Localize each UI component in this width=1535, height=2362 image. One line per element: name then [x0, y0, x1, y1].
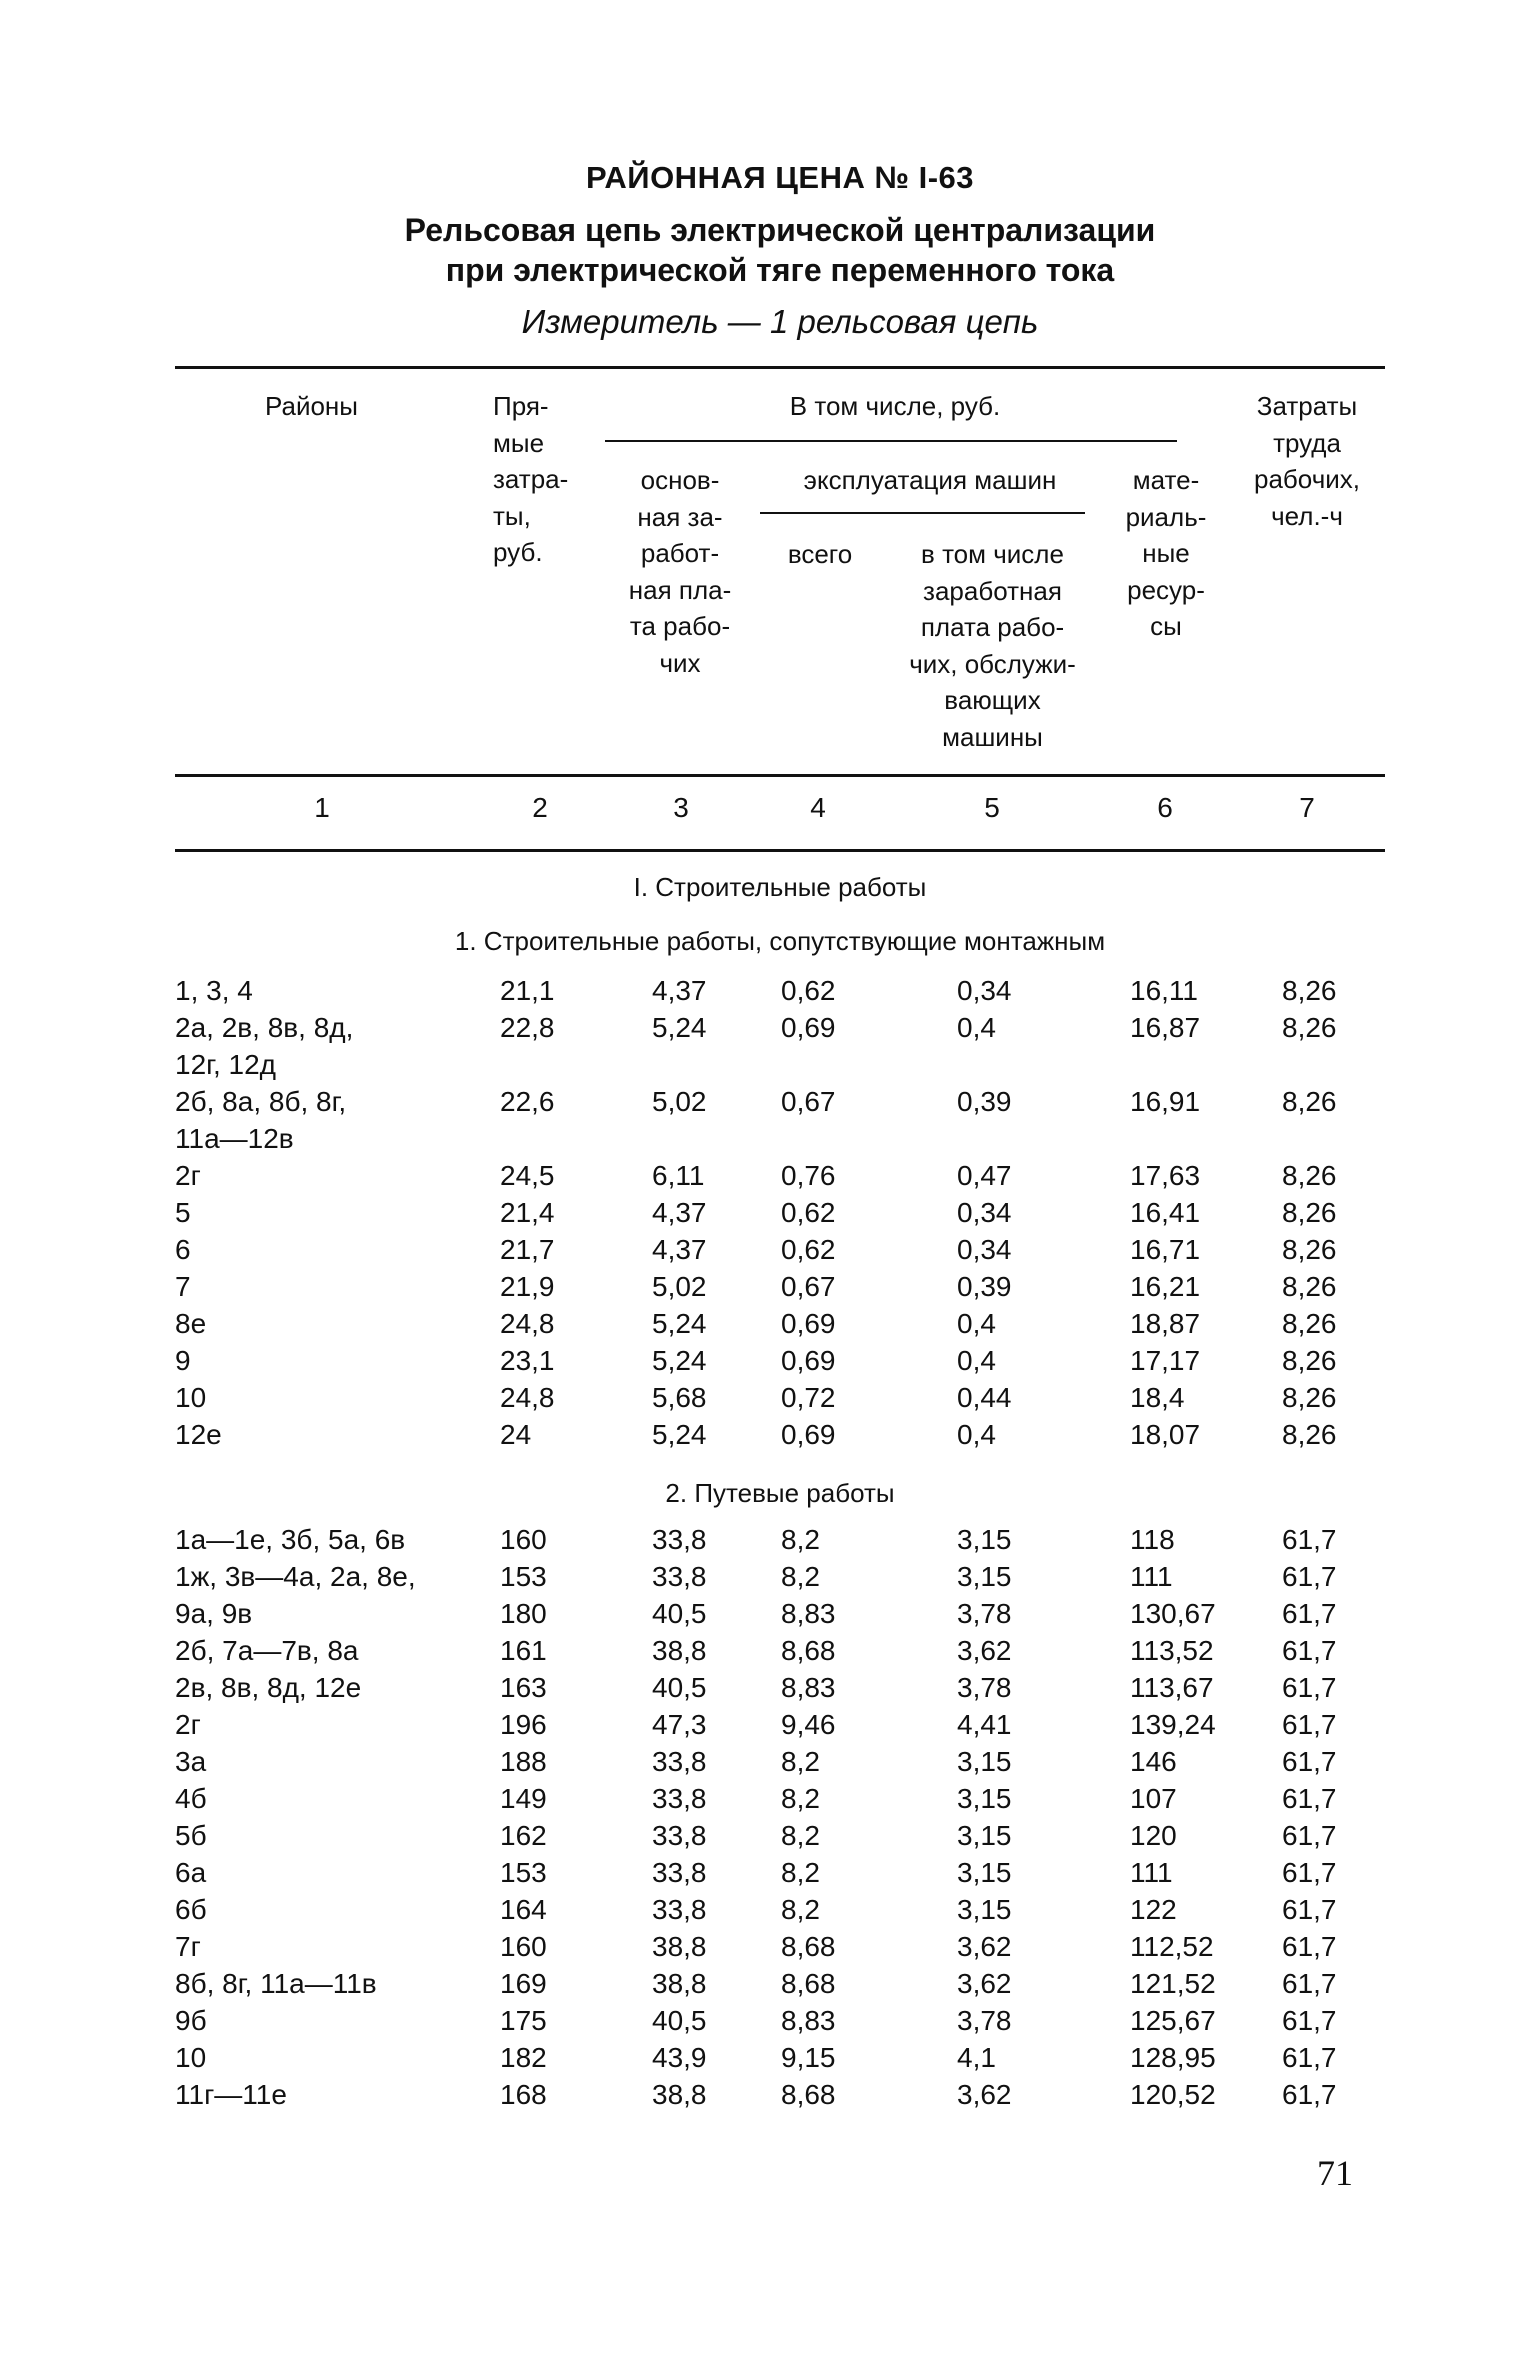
- subtitle-line: Рельсовая цепь электрической централизации: [404, 212, 1156, 248]
- region-line: 8б, 8г, 11а—11в: [175, 1968, 377, 1999]
- cell-materials: 16,91: [1130, 1086, 1201, 1117]
- cell-region: [175, 1416, 222, 1453]
- cell-base-wages: 33,8: [652, 1561, 707, 1592]
- cell-base-wages: 40,5: [652, 1598, 707, 1629]
- cell-region: [175, 1342, 191, 1379]
- cell-labor: 61,7: [1282, 1746, 1337, 1777]
- cell-materials: 120: [1130, 1820, 1177, 1851]
- cell-labor: 8,26: [1282, 1086, 1337, 1117]
- cell-machine-wages: 3,15: [957, 1561, 1012, 1592]
- region-line: 11а—12в: [175, 1123, 294, 1154]
- cell-labor: 8,26: [1282, 1012, 1337, 1043]
- cell-machine-total: 8,68: [781, 2079, 836, 2110]
- cell-machine-total: 8,2: [781, 1746, 820, 1777]
- cell-machine-total: 8,2: [781, 1894, 820, 1925]
- cell-materials: 18,07: [1130, 1419, 1201, 1450]
- cell-labor: 61,7: [1282, 2005, 1337, 2036]
- cell-base-wages: 47,3: [652, 1709, 707, 1740]
- cell-region: [175, 2076, 287, 2113]
- cell-labor: 61,7: [1282, 1894, 1337, 1925]
- cell-direct-costs: 149: [500, 1783, 547, 1814]
- table-row: [0, 1669, 1535, 1706]
- table-row: [0, 1558, 1535, 1595]
- header-bottom-rule: [175, 774, 1385, 777]
- cell-region: [175, 1632, 358, 1669]
- cell-machine-wages: 0,44: [957, 1382, 1012, 1413]
- cell-base-wages: 5,68: [652, 1382, 707, 1413]
- cell-machine-wages: 3,15: [957, 1746, 1012, 1777]
- price-subtitle: [175, 210, 1385, 290]
- cell-machine-total: 0,62: [781, 1234, 836, 1265]
- page-number: 71: [1317, 2153, 1353, 2193]
- cell-machine-total: 0,62: [781, 975, 836, 1006]
- cell-machine-wages: 3,78: [957, 1598, 1012, 1629]
- cell-base-wages: 33,8: [652, 1857, 707, 1888]
- table-row: [0, 2039, 1535, 2076]
- cell-direct-costs: 21,4: [500, 1197, 555, 1228]
- cell-region: [175, 1521, 405, 1558]
- cell-labor: 61,7: [1282, 1783, 1337, 1814]
- region-line: 9: [175, 1345, 191, 1376]
- cell-region: [175, 1854, 206, 1891]
- cell-machine-wages: 3,78: [957, 2005, 1012, 2036]
- cell-materials: 16,87: [1130, 1012, 1201, 1043]
- cell-machine-wages: 0,34: [957, 1234, 1012, 1265]
- cell-machine-wages: 0,47: [957, 1160, 1012, 1191]
- cell-direct-costs: 164: [500, 1894, 547, 1925]
- cell-labor: 61,7: [1282, 1857, 1337, 1888]
- cell-machine-total: 8,2: [781, 1783, 820, 1814]
- cell-labor: 61,7: [1282, 1968, 1337, 1999]
- cell-base-wages: 4,37: [652, 1234, 707, 1265]
- cell-machine-wages: 3,78: [957, 1672, 1012, 1703]
- cell-region: [175, 1743, 206, 1780]
- cell-machine-wages: 0,39: [957, 1271, 1012, 1302]
- cell-direct-costs: 188: [500, 1746, 547, 1777]
- table-row: [0, 1706, 1535, 1743]
- cell-labor: 61,7: [1282, 1820, 1337, 1851]
- region-line: 1ж, 3в—4а, 2а, 8е,: [175, 1561, 416, 1592]
- subsection-heading-accompanying: 1. Строительные работы, сопутствующие монтажным: [454, 926, 1106, 956]
- cell-base-wages: 5,24: [652, 1012, 707, 1043]
- cell-labor: 61,7: [1282, 1709, 1337, 1740]
- cell-region: [175, 1595, 252, 1632]
- price-title: РАЙОННАЯ ЦЕНА № I-63: [585, 160, 975, 195]
- table-row: [0, 2002, 1535, 2039]
- table-row: [0, 1595, 1535, 1632]
- region-line: 3а: [175, 1746, 207, 1777]
- region-line: 2б, 7а—7в, 8а: [175, 1635, 359, 1666]
- cell-machine-total: 8,68: [781, 1635, 836, 1666]
- cell-base-wages: 4,37: [652, 975, 707, 1006]
- table-row: [0, 1743, 1535, 1780]
- cell-base-wages: 43,9: [652, 2042, 707, 2073]
- cell-machine-total: 8,83: [781, 1672, 836, 1703]
- cell-machine-wages: 4,41: [957, 1709, 1012, 1740]
- cell-machine-wages: 3,62: [957, 1635, 1012, 1666]
- cell-region: [175, 1157, 201, 1194]
- table-row: [0, 1965, 1535, 2002]
- cell-labor: 61,7: [1282, 2079, 1337, 2110]
- cell-machine-wages: 0,4: [957, 1012, 996, 1043]
- region-line: 5б: [175, 1820, 207, 1851]
- cell-region: [175, 1558, 416, 1595]
- cell-base-wages: 5,24: [652, 1419, 707, 1450]
- cell-machine-total: 0,69: [781, 1345, 836, 1376]
- cell-base-wages: 5,24: [652, 1345, 707, 1376]
- table-row: [0, 1342, 1535, 1379]
- cell-labor: 8,26: [1282, 1160, 1337, 1191]
- cell-machine-wages: 3,15: [957, 1783, 1012, 1814]
- cell-machine-total: 8,2: [781, 1561, 820, 1592]
- cell-machine-total: 8,2: [781, 1524, 820, 1555]
- table-row: [0, 1817, 1535, 1854]
- cell-labor: 61,7: [1282, 1524, 1337, 1555]
- measure-unit: Измеритель — 1 рельсовая цепь: [521, 303, 1039, 340]
- cell-base-wages: 40,5: [652, 2005, 707, 2036]
- table-top-rule: [175, 366, 1385, 369]
- cell-labor: 8,26: [1282, 1382, 1337, 1413]
- cell-base-wages: 33,8: [652, 1746, 707, 1777]
- cell-materials: 128,95: [1130, 2042, 1216, 2073]
- cell-direct-costs: 24,8: [500, 1308, 555, 1339]
- cell-machine-wages: 0,4: [957, 1345, 996, 1376]
- cell-materials: 121,52: [1130, 1968, 1216, 1999]
- column-number: 6: [1157, 792, 1173, 823]
- header-col-machine-wages: в том числе заработная плата рабо- чих, обслужи- вающих машины: [909, 539, 1076, 752]
- cell-region: [175, 2039, 206, 2076]
- cell-materials: 18,4: [1130, 1382, 1185, 1413]
- cell-direct-costs: 182: [500, 2042, 547, 2073]
- cell-direct-costs: 169: [500, 1968, 547, 1999]
- cell-labor: 61,7: [1282, 1672, 1337, 1703]
- cell-labor: 61,7: [1282, 1635, 1337, 1666]
- cell-machine-total: 0,76: [781, 1160, 836, 1191]
- column-number: 4: [810, 792, 826, 823]
- cell-base-wages: 38,8: [652, 1968, 707, 1999]
- column-number: 2: [532, 792, 548, 823]
- cell-base-wages: 38,8: [652, 1635, 707, 1666]
- table-row: [0, 1231, 1535, 1268]
- region-line: 1, 3, 4: [175, 975, 253, 1006]
- cell-labor: 8,26: [1282, 1234, 1337, 1265]
- region-line: 2г: [175, 1160, 201, 1191]
- header-exploitation-rule: [760, 512, 1085, 514]
- cell-materials: 139,24: [1130, 1709, 1216, 1740]
- cell-materials: 125,67: [1130, 2005, 1216, 2036]
- cell-machine-wages: 0,4: [957, 1308, 996, 1339]
- cell-machine-wages: 0,39: [957, 1086, 1012, 1117]
- cell-direct-costs: 22,6: [500, 1086, 555, 1117]
- cell-direct-costs: 196: [500, 1709, 547, 1740]
- cell-region: [175, 1928, 201, 1965]
- cell-machine-total: 0,62: [781, 1197, 836, 1228]
- cell-region: [175, 972, 253, 1009]
- cell-materials: 113,67: [1130, 1672, 1214, 1703]
- cell-machine-wages: 3,15: [957, 1857, 1012, 1888]
- cell-materials: 146: [1130, 1746, 1177, 1777]
- cell-base-wages: 40,5: [652, 1672, 707, 1703]
- table-row: [0, 1854, 1535, 1891]
- cell-direct-costs: 24: [500, 1419, 532, 1450]
- table-row: [0, 1780, 1535, 1817]
- region-line: 7г: [175, 1931, 201, 1962]
- cell-direct-costs: 22,8: [500, 1012, 555, 1043]
- table-row: [0, 2076, 1535, 2113]
- cell-materials: 111: [1130, 1857, 1173, 1888]
- cell-region: [175, 1305, 206, 1342]
- cell-region: [175, 1194, 191, 1231]
- header-col-total: всего: [787, 539, 853, 569]
- cell-machine-total: 8,83: [781, 2005, 836, 2036]
- cell-machine-total: 0,67: [781, 1271, 836, 1302]
- cell-materials: 16,41: [1130, 1197, 1201, 1228]
- region-line: 1а—1е, 3б, 5а, 6в: [175, 1524, 406, 1555]
- table-row: [0, 1416, 1535, 1453]
- cell-machine-total: 8,2: [781, 1857, 820, 1888]
- cell-materials: 107: [1130, 1783, 1177, 1814]
- cell-materials: 16,11: [1130, 975, 1198, 1006]
- header-col-regions: Районы: [265, 391, 358, 421]
- cell-labor: 61,7: [1282, 1561, 1337, 1592]
- table-row: [0, 1521, 1535, 1558]
- cell-materials: 18,87: [1130, 1308, 1201, 1339]
- cell-materials: 17,63: [1130, 1160, 1201, 1191]
- subtitle-line: при электрической тяге переменного тока: [445, 252, 1115, 288]
- region-line: 12е: [175, 1419, 222, 1450]
- cell-labor: 8,26: [1282, 1345, 1337, 1376]
- region-line: 4б: [175, 1783, 207, 1814]
- cell-direct-costs: 21,1: [500, 975, 555, 1006]
- table-row: [0, 1632, 1535, 1669]
- cell-labor: 8,26: [1282, 1197, 1337, 1228]
- region-line: 10: [175, 2042, 207, 2073]
- table-row: [0, 1379, 1535, 1416]
- region-line: 2а, 2в, 8в, 8д,: [175, 1012, 354, 1043]
- cell-base-wages: 5,02: [652, 1086, 707, 1117]
- cell-region: [175, 1706, 201, 1743]
- cell-labor: 8,26: [1282, 1419, 1337, 1450]
- cell-base-wages: 38,8: [652, 2079, 707, 2110]
- cell-direct-costs: 168: [500, 2079, 547, 2110]
- region-line: 2г: [175, 1709, 201, 1740]
- cell-materials: 111: [1130, 1561, 1173, 1592]
- cell-labor: 61,7: [1282, 1598, 1337, 1629]
- region-line: 6а: [175, 1857, 207, 1888]
- cell-materials: 112,52: [1130, 1931, 1214, 1962]
- cell-base-wages: 5,24: [652, 1308, 707, 1339]
- region-line: 6: [175, 1234, 191, 1265]
- cell-machine-wages: 0,34: [957, 975, 1012, 1006]
- cell-base-wages: 6,11: [652, 1160, 705, 1191]
- table-row: [0, 1305, 1535, 1342]
- cell-base-wages: 4,37: [652, 1197, 707, 1228]
- cell-labor: 8,26: [1282, 1308, 1337, 1339]
- cell-machine-total: 0,72: [781, 1382, 836, 1413]
- cell-region: [175, 1268, 191, 1305]
- cell-direct-costs: 161: [500, 1635, 547, 1666]
- table-row: [0, 1928, 1535, 1965]
- cell-machine-total: 0,67: [781, 1086, 836, 1117]
- cell-direct-costs: 163: [500, 1672, 547, 1703]
- cell-machine-total: 0,69: [781, 1419, 836, 1450]
- cell-machine-wages: 3,15: [957, 1820, 1012, 1851]
- cell-machine-wages: 0,4: [957, 1419, 996, 1450]
- cell-machine-wages: 3,62: [957, 1968, 1012, 1999]
- region-line: 6б: [175, 1894, 207, 1925]
- cell-labor: 8,26: [1282, 975, 1337, 1006]
- region-line: 5: [175, 1197, 191, 1228]
- table-row: [0, 1268, 1535, 1305]
- subsection-heading-track-works: 2. Путевые работы: [665, 1478, 895, 1508]
- cell-region: [175, 1891, 207, 1928]
- cell-direct-costs: 160: [500, 1524, 547, 1555]
- cell-machine-total: 0,69: [781, 1308, 836, 1339]
- cell-region: [175, 2002, 207, 2039]
- cell-direct-costs: 24,8: [500, 1382, 555, 1413]
- cell-base-wages: 5,02: [652, 1271, 707, 1302]
- region-line: 7: [175, 1271, 191, 1302]
- cell-materials: 16,21: [1130, 1271, 1201, 1302]
- cell-materials: 122: [1130, 1894, 1177, 1925]
- cell-materials: 113,52: [1130, 1635, 1214, 1666]
- cell-direct-costs: 21,9: [500, 1271, 555, 1302]
- cell-region: [175, 1817, 207, 1854]
- cell-region: [175, 1379, 206, 1416]
- table-row: [0, 1009, 1535, 1080]
- cell-direct-costs: 162: [500, 1820, 547, 1851]
- cell-machine-total: 8,68: [781, 1931, 836, 1962]
- cell-machine-wages: 3,62: [957, 1931, 1012, 1962]
- cell-direct-costs: 153: [500, 1857, 547, 1888]
- cell-machine-total: 8,2: [781, 1820, 820, 1851]
- cell-machine-wages: 3,15: [957, 1894, 1012, 1925]
- cell-base-wages: 38,8: [652, 1931, 707, 1962]
- cell-labor: 61,7: [1282, 1931, 1337, 1962]
- table-row: [0, 1891, 1535, 1928]
- cell-region: [175, 1669, 361, 1706]
- table-row: [0, 1194, 1535, 1231]
- cell-labor: 8,26: [1282, 1271, 1337, 1302]
- cell-region: [175, 1231, 191, 1268]
- region-line: 9б: [175, 2005, 207, 2036]
- cell-materials: 16,71: [1130, 1234, 1201, 1265]
- header-col-labor: Затраты труда рабочих, чел.-ч: [1254, 391, 1360, 531]
- cell-machine-total: 8,83: [781, 1598, 836, 1629]
- region-line: 11г—11е: [175, 2079, 287, 2110]
- region-line: 12г, 12д: [175, 1049, 276, 1080]
- header-col-base-wages: основ- ная за- работ- ная пла- та рабо- чих: [628, 465, 732, 678]
- cell-machine-total: 0,69: [781, 1012, 836, 1043]
- cell-base-wages: 33,8: [652, 1783, 707, 1814]
- cell-materials: 120,52: [1130, 2079, 1216, 2110]
- region-line: 9а, 9в: [175, 1598, 253, 1629]
- cell-machine-wages: 4,1: [957, 2042, 996, 2073]
- cell-direct-costs: 21,7: [500, 1234, 555, 1265]
- cell-materials: 17,17: [1130, 1345, 1201, 1376]
- region-line: 10: [175, 1382, 207, 1413]
- cell-direct-costs: 23,1: [500, 1345, 555, 1376]
- header-group-rule: [605, 440, 1177, 442]
- cell-machine-total: 9,15: [781, 2042, 836, 2073]
- header-col-direct-costs: Пря- мые затра- ты, руб.: [493, 391, 569, 567]
- cell-direct-costs: 153: [500, 1561, 547, 1592]
- region-line: 2б, 8а, 8б, 8г,: [175, 1086, 347, 1117]
- column-number: 1: [314, 792, 330, 823]
- cell-base-wages: 33,8: [652, 1524, 707, 1555]
- cell-machine-wages: 3,62: [957, 2079, 1012, 2110]
- cell-materials: 118: [1130, 1524, 1175, 1555]
- cell-machine-wages: 0,34: [957, 1197, 1012, 1228]
- cell-machine-total: 9,46: [781, 1709, 836, 1740]
- table-row: [0, 1083, 1535, 1154]
- cell-region: [175, 1965, 377, 2002]
- column-number: 3: [673, 792, 689, 823]
- cell-direct-costs: 180: [500, 1598, 547, 1629]
- cell-materials: 130,67: [1130, 1598, 1216, 1629]
- column-number: 5: [984, 792, 1000, 823]
- cell-base-wages: 33,8: [652, 1820, 707, 1851]
- section-heading-construction: I. Строительные работы: [633, 872, 927, 902]
- header-col-materials: мате- риаль- ные ресур- сы: [1125, 465, 1207, 641]
- cell-region: [175, 1083, 346, 1157]
- header-group-including: В том числе, руб.: [789, 391, 1001, 421]
- region-line: 8е: [175, 1308, 207, 1339]
- column-numbers-rule: [175, 849, 1385, 852]
- header-machine-exploitation: эксплуатация машин: [803, 465, 1057, 495]
- cell-direct-costs: 175: [500, 2005, 547, 2036]
- cell-machine-wages: 3,15: [957, 1524, 1012, 1555]
- cell-labor: 61,7: [1282, 2042, 1337, 2073]
- region-line: 2в, 8в, 8д, 12е: [175, 1672, 362, 1703]
- table-row: [0, 1157, 1535, 1194]
- cell-base-wages: 33,8: [652, 1894, 707, 1925]
- table-row: [0, 972, 1535, 1009]
- cell-region: [175, 1009, 353, 1083]
- cell-region: [175, 1780, 207, 1817]
- cell-direct-costs: 160: [500, 1931, 547, 1962]
- cell-machine-total: 8,68: [781, 1968, 836, 1999]
- column-number: 7: [1299, 792, 1315, 823]
- cell-direct-costs: 24,5: [500, 1160, 555, 1191]
